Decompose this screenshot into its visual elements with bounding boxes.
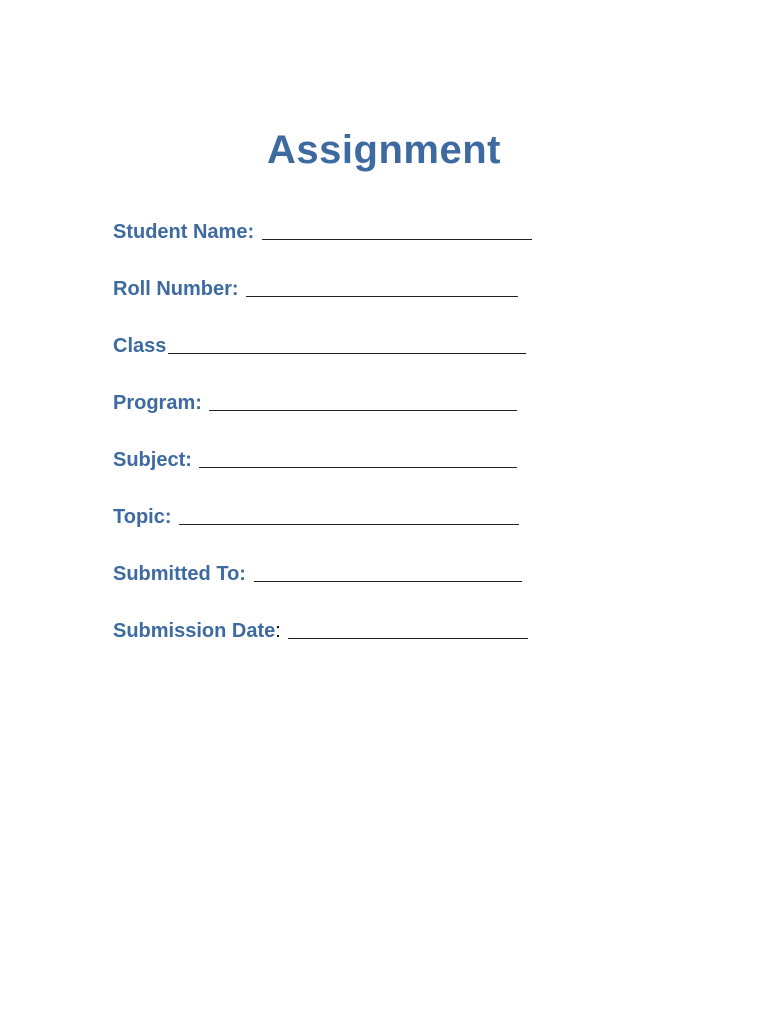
field-label: Topic: — [113, 506, 178, 528]
field-submission-date — [113, 616, 673, 673]
field-label: Subject: — [113, 449, 198, 471]
fill-in-line[interactable] — [288, 616, 528, 639]
field-label: Submitted To: — [113, 563, 252, 585]
fill-in-line[interactable] — [199, 445, 517, 468]
field-subject — [113, 445, 673, 502]
field-label: Submission Date — [113, 620, 276, 642]
page-title: Assignment — [267, 128, 501, 172]
field-label: Program: — [113, 392, 208, 414]
fill-in-line[interactable] — [209, 388, 517, 411]
form-fields — [113, 217, 673, 673]
field-label: Roll Number: — [113, 278, 245, 300]
fill-in-line[interactable] — [179, 502, 519, 525]
field-student-name — [113, 217, 673, 274]
field-roll-number — [113, 274, 673, 331]
field-submitted-to — [113, 559, 673, 616]
field-program — [113, 388, 673, 445]
fill-in-line[interactable] — [168, 331, 526, 354]
field-label: Student Name: — [113, 221, 260, 243]
fill-in-line[interactable] — [246, 274, 518, 297]
field-topic — [113, 502, 673, 559]
fill-in-line[interactable] — [254, 559, 522, 582]
field-colon: : — [275, 620, 287, 642]
fill-in-line[interactable] — [262, 217, 532, 240]
field-label: Class — [113, 335, 167, 357]
field-class — [113, 331, 673, 388]
